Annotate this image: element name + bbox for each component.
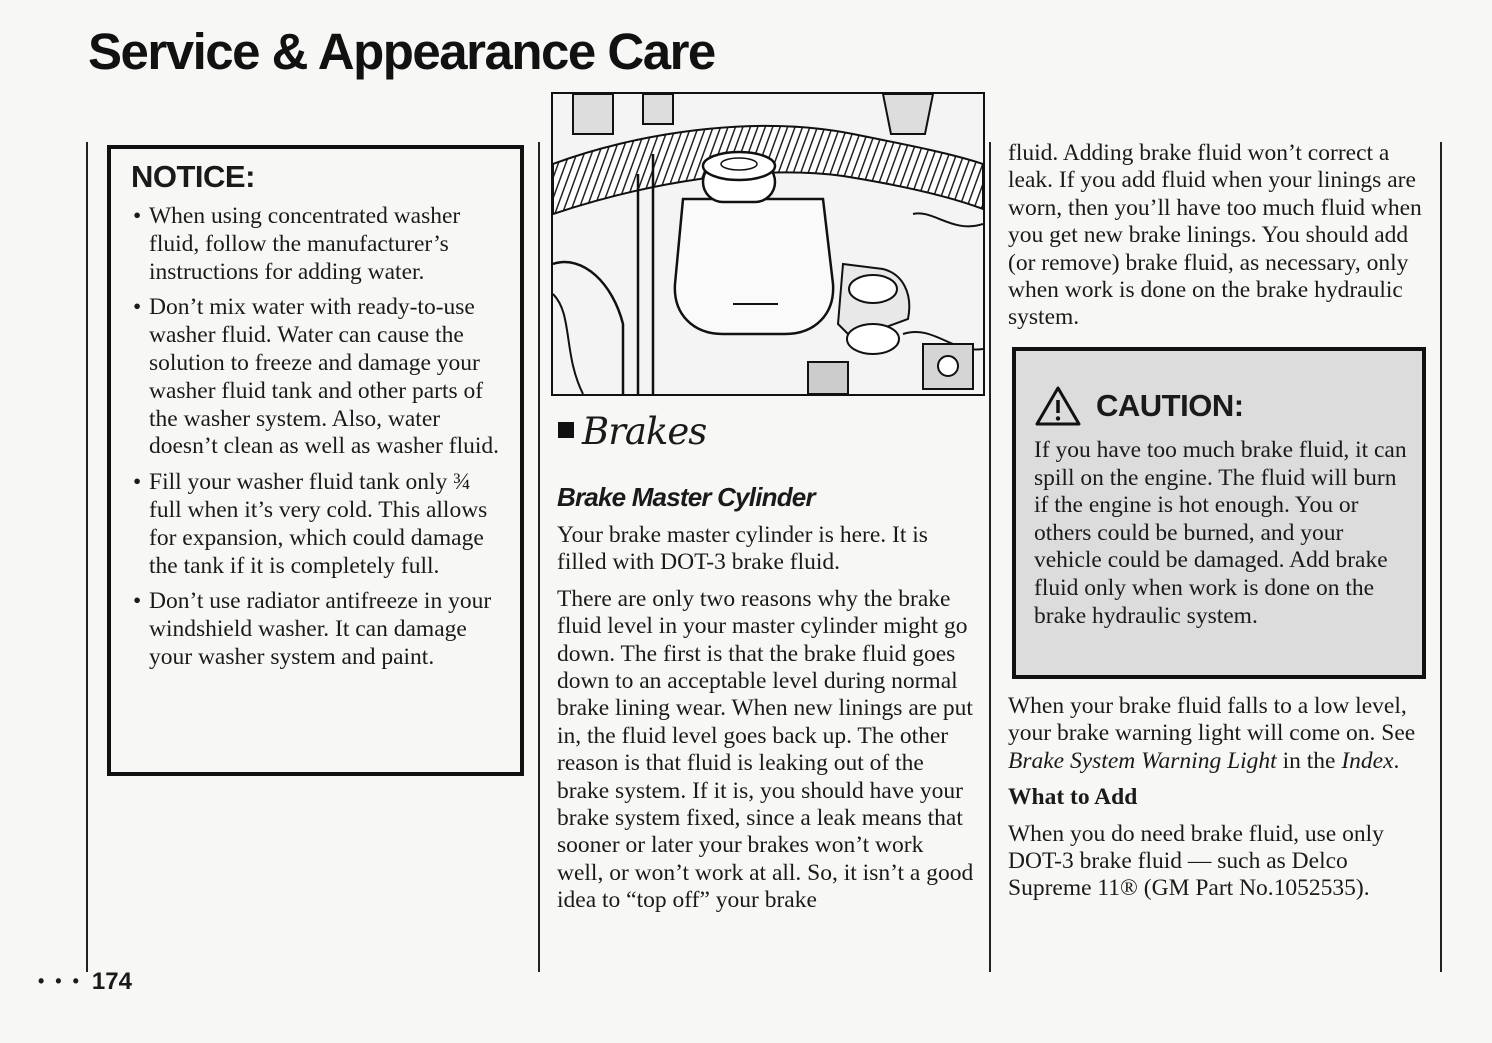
column-divider-middle bbox=[538, 142, 540, 972]
notice-item: • When using concentrated washer fluid, follow the manufacturer’s instructions for adding water. bbox=[131, 203, 507, 286]
notice-heading: NOTICE: bbox=[131, 159, 255, 194]
caution-box bbox=[1012, 347, 1426, 679]
page-title: Service & Appearance Care bbox=[88, 23, 715, 80]
caution-label: CAUTION: bbox=[1096, 388, 1244, 423]
brake-master-cylinder-illustration bbox=[553, 94, 983, 394]
brakes-paragraph: Your brake master cylinder is here. It is filled with DOT-3 brake fluid. bbox=[557, 522, 928, 576]
notice-item: • Don’t mix water with ready-to-use washer fluid. Water can cause the solution to freeze and damage your washer fluid tank and other parts of the washer system. Also, water doesn’t clean as well as washer fluid. bbox=[131, 294, 507, 461]
page-leader-dots: • • • bbox=[38, 971, 82, 991]
brakes-body bbox=[557, 522, 975, 924]
brake-master-cylinder-heading: Brake Master Cylinder bbox=[557, 482, 815, 512]
section-heading bbox=[558, 410, 706, 453]
right-column-continuation bbox=[1008, 140, 1434, 341]
index-ref: Index bbox=[1341, 747, 1394, 774]
what-to-add-paragraph: When you do need brake fluid, use only DOT-3 brake fluid — such as Delco Supreme 11® (GM Part No.1052535). bbox=[1008, 820, 1384, 902]
brake-master-cylinder-figure bbox=[551, 92, 985, 396]
warning-light-paragraph: When your brake fluid falls to a low level, your brake warning light will come on. See Brake System Warning Light in the Index. bbox=[1008, 693, 1416, 774]
notice-item: • Fill your washer fluid tank only ¾ full when it’s very cold. This allows for expansion, which could damage the tank if it is completely full. bbox=[131, 469, 507, 580]
what-to-add-heading: What to Add bbox=[1008, 784, 1138, 811]
column-divider-far-right bbox=[1440, 142, 1442, 972]
right-column-lower bbox=[1008, 693, 1428, 912]
warning-triangle-icon bbox=[1034, 385, 1082, 427]
caution-heading bbox=[1034, 385, 1244, 427]
brakes-paragraph: There are only two reasons why the brake fluid level in your master cylinder might go down. The first is that the brake fluid goes down to an acceptable level during normal brake lining wear. When new linings are put in, the fluid level goes back up. The other reason is that fluid is leaking out of the brake system. If it is, you should have your brake system fixed, since a leak means that sooner or later your brakes won’t work well, or won’t work at all. So, it isn’t a good idea to “top off” your brake bbox=[557, 585, 974, 914]
brake-system-warning-light-ref: Brake System Warning Light bbox=[1008, 747, 1277, 774]
notice-item: • Don’t use radiator antifreeze in your windshield washer. It can damage your washer system and paint. bbox=[131, 588, 507, 671]
page-number bbox=[38, 968, 132, 996]
continuation-paragraph: fluid. Adding brake fluid won’t correct a leak. If you add fluid when your linings are worn, then you’ll have too much fluid when you get new brake linings. You should add (or remove) brake fluid, as necessary, only when work is done on the brake hydraulic system. bbox=[1008, 140, 1422, 331]
notice-box bbox=[107, 145, 524, 776]
brakes-heading: Brakes bbox=[582, 410, 707, 453]
notice-list bbox=[131, 203, 507, 680]
column-divider-left bbox=[86, 142, 88, 972]
column-divider-right bbox=[989, 142, 991, 972]
section-bullet-icon bbox=[558, 422, 574, 438]
caution-text: If you have too much brake fluid, it can spill on the engine. The fluid will burn if the engine is hot enough. You or others could be burned, and your vehicle could be damaged. Add brake fluid only when work is done on the brake hydraulic system. bbox=[1034, 437, 1407, 629]
page-number-value: 174 bbox=[91, 968, 132, 995]
